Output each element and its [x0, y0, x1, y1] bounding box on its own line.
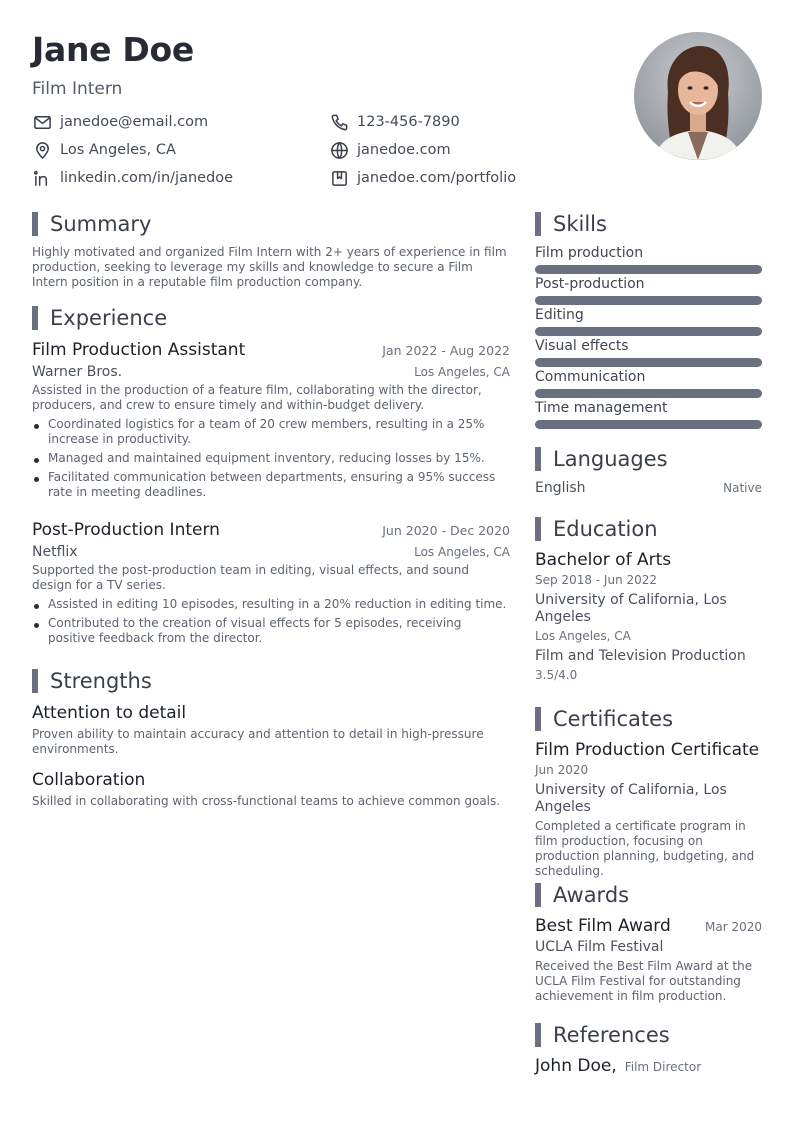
skills-heading: [535, 212, 607, 236]
job-location: Los Angeles, CA: [414, 545, 510, 559]
email-text: janedoe@email.com: [60, 114, 209, 130]
skill-level-bar: [535, 296, 762, 305]
gpa: 3.5/4.0: [535, 668, 578, 682]
list-item: Managed and maintained equipment inventory, reducing losses by 15%.: [48, 451, 510, 466]
bookmark-icon: [329, 168, 349, 188]
experience-heading-text: Experience: [50, 306, 168, 330]
section-accent-bar: [535, 883, 541, 907]
skill-item: [535, 400, 762, 429]
languages-heading: [535, 447, 668, 471]
contact-email[interactable]: [32, 112, 208, 132]
skill-item: [535, 276, 762, 305]
language-name: English: [535, 480, 586, 496]
language-level: Native: [723, 481, 762, 495]
candidate-name: Jane Doe: [32, 30, 194, 69]
certificates-heading: [535, 707, 673, 731]
section-accent-bar: [535, 1023, 541, 1047]
award-description: Received the Best Film Award at the UCLA Film Festival for outstanding achievement in film production.: [535, 959, 753, 1003]
awards-heading: [535, 883, 629, 907]
skill-label: Film production: [535, 245, 644, 261]
section-accent-bar: [32, 212, 38, 236]
certificate-issuer: University of California, Los Angeles: [535, 782, 727, 815]
contact-location: [32, 140, 176, 160]
globe-icon: [329, 140, 349, 160]
list-item: Coordinated logistics for a team of 20 crew members, resulting in a 25% increase in productivity.: [48, 417, 510, 447]
job-description: Supported the post-production team in editing, visual effects, and sound design for a TV series.: [32, 563, 470, 592]
job-bullets: [32, 597, 510, 646]
education-dates: Sep 2018 - Jun 2022: [535, 573, 658, 587]
certificate-description: Completed a certificate program in film production, focusing on production planning, budgeting, and scheduling.: [535, 819, 755, 878]
job-description: Assisted in the production of a feature film, collaborating with the director, producers, and crew to ensure timely and within-budget delivery.: [32, 383, 482, 412]
strengths-heading-text: Strengths: [50, 669, 152, 693]
section-accent-bar: [32, 669, 38, 693]
website-text: janedoe.com: [357, 142, 451, 158]
award-title: Best Film Award: [535, 916, 671, 936]
summary-heading: [32, 212, 151, 236]
strength-text: Skilled in collaborating with cross-functional teams to achieve common goals.: [32, 794, 501, 808]
job-title: Film Production Assistant: [32, 340, 246, 360]
education-heading: [535, 517, 658, 541]
certificate-item: [535, 740, 762, 879]
list-item: Assisted in editing 10 episodes, resulting in a 20% reduction in editing time.: [48, 597, 510, 612]
certificate-date: Jun 2020: [535, 763, 589, 777]
field-of-study: Film and Television Production: [535, 648, 746, 664]
envelope-icon: [32, 112, 52, 132]
award-date: Mar 2020: [705, 920, 762, 934]
skill-level-bar: [535, 327, 762, 336]
strength-title: Collaboration: [32, 770, 146, 790]
job-bullets: [32, 417, 510, 500]
skill-item: [535, 338, 762, 367]
certificate-title: Film Production Certificate: [535, 740, 760, 760]
skills-heading-text: Skills: [553, 212, 607, 236]
job-dates: Jun 2020 - Dec 2020: [382, 523, 510, 538]
strengths-heading: [32, 669, 152, 693]
section-accent-bar: [535, 212, 541, 236]
strength-item-1: [32, 703, 510, 757]
education-heading-text: Education: [553, 517, 658, 541]
contact-website[interactable]: [329, 140, 451, 160]
experience-item-1: [32, 340, 510, 504]
section-accent-bar: [535, 447, 541, 471]
references-heading: [535, 1023, 670, 1047]
phone-text: 123-456-7890: [357, 114, 460, 130]
phone-icon: [329, 112, 349, 132]
job-location: Los Angeles, CA: [414, 365, 510, 379]
job-company: Netflix: [32, 544, 78, 560]
linkedin-icon: [32, 168, 52, 188]
experience-heading: [32, 306, 167, 330]
linkedin-text: linkedin.com/in/janedoe: [60, 170, 234, 186]
reference-item: [535, 1056, 762, 1076]
skill-label: Visual effects: [535, 338, 629, 354]
reference-role: Film Director: [624, 1060, 702, 1074]
skill-level-bar: [535, 358, 762, 367]
strength-text: Proven ability to maintain accuracy and attention to detail in high-pressure environments.: [32, 727, 484, 756]
job-dates: Jan 2022 - Aug 2022: [382, 343, 510, 358]
profile-photo: [634, 32, 762, 160]
location-text: Los Angeles, CA: [60, 142, 176, 158]
award-item: [535, 916, 762, 1004]
list-item: Facilitated communication between departments, ensuring a 95% success rate in meeting deadlines.: [48, 470, 510, 500]
language-item: [535, 480, 762, 497]
skill-item: [535, 307, 762, 336]
award-issuer: UCLA Film Festival: [535, 939, 664, 955]
list-item: Contributed to the creation of visual effects for 5 episodes, receiving positive feedback from the director.: [48, 616, 510, 646]
skill-item: [535, 245, 762, 274]
languages-heading-text: Languages: [553, 447, 668, 471]
experience-item-2: [32, 520, 510, 650]
references-heading-text: References: [553, 1023, 670, 1047]
summary-body: [32, 245, 510, 290]
strength-item-2: [32, 770, 510, 809]
job-company: Warner Bros.: [32, 364, 123, 380]
education-item: [535, 550, 762, 682]
school-location: Los Angeles, CA: [535, 629, 631, 643]
job-title: Post-Production Intern: [32, 520, 220, 540]
contact-portfolio[interactable]: [329, 168, 516, 188]
candidate-title: Film Intern: [32, 79, 123, 99]
skill-level-bar: [535, 265, 762, 274]
skill-label: Post-production: [535, 276, 645, 292]
section-accent-bar: [535, 707, 541, 731]
skill-label: Time management: [535, 400, 668, 416]
section-accent-bar: [535, 517, 541, 541]
section-accent-bar: [32, 306, 38, 330]
map-pin-icon: [32, 140, 52, 160]
strength-title: Attention to detail: [32, 703, 187, 723]
summary-text: Highly motivated and organized Film Intern with 2+ years of experience in film production, seeking to leverage my skills and knowledge to secure a Film Intern position in a reputable film production company.: [32, 245, 507, 289]
reference-name: John Doe,: [535, 1056, 617, 1076]
portfolio-text: janedoe.com/portfolio: [357, 170, 517, 186]
skill-label: Editing: [535, 307, 584, 323]
skill-label: Communication: [535, 369, 646, 385]
awards-heading-text: Awards: [553, 883, 630, 907]
contact-linkedin[interactable]: [32, 168, 233, 188]
summary-heading-text: Summary: [50, 212, 152, 236]
degree-title: Bachelor of Arts: [535, 550, 672, 570]
skill-item: [535, 369, 762, 398]
skill-level-bar: [535, 389, 762, 398]
certificates-heading-text: Certificates: [553, 707, 674, 731]
contact-phone[interactable]: [329, 112, 460, 132]
school-name: University of California, Los Angeles: [535, 592, 727, 625]
skill-level-bar: [535, 420, 762, 429]
